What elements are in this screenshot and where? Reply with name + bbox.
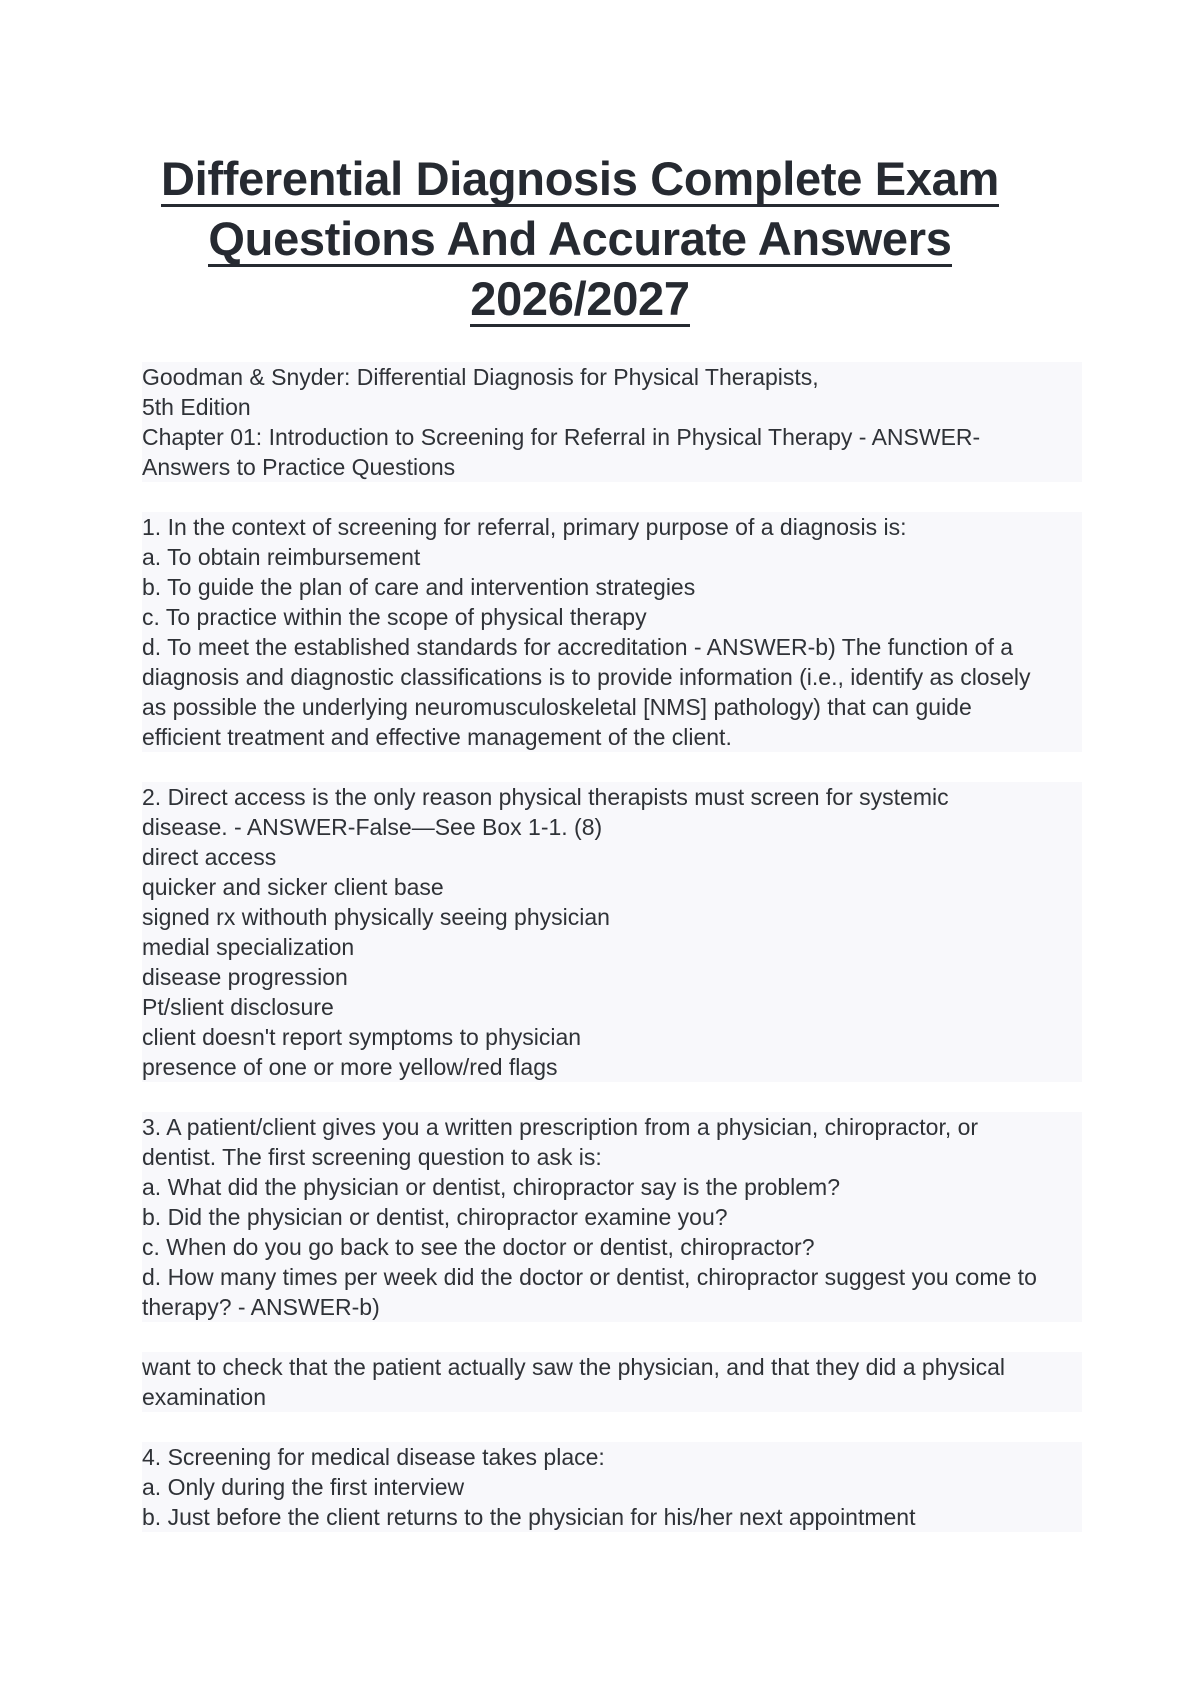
title-line-3: 2026/2027	[470, 272, 690, 325]
text-line: examination	[142, 1382, 1082, 1412]
text-line: b. To guide the plan of care and intervention strategies	[142, 572, 1082, 602]
document-body	[142, 362, 1082, 1532]
text-line: disease. - ANSWER-False—See Box 1-1. (8)	[142, 812, 1082, 842]
text-line: want to check that the patient actually saw the physician, and that they did a physical	[142, 1352, 1082, 1382]
text-line: a. To obtain reimbursement	[142, 542, 1082, 572]
question-3-note	[142, 1352, 1082, 1412]
text-line: medial specialization	[142, 932, 1082, 962]
title-line-1: Differential Diagnosis Complete Exam	[160, 152, 1000, 205]
text-line: Chapter 01: Introduction to Screening for Referral in Physical Therapy - ANSWER-	[142, 422, 1082, 452]
text-line: quicker and sicker client base	[142, 872, 1082, 902]
text-line: b. Just before the client returns to the physician for his/her next appointment	[142, 1502, 1082, 1532]
text-line: client doesn't report symptoms to physician	[142, 1022, 1082, 1052]
text-line: c. When do you go back to see the doctor or dentist, chiropractor?	[142, 1232, 1082, 1262]
paragraph-gap	[142, 1322, 1082, 1352]
document-title	[100, 152, 1060, 335]
text-line: efficient treatment and effective management of the client.	[142, 722, 1082, 752]
paragraph-gap	[142, 482, 1082, 512]
text-line: d. To meet the established standards for accreditation - ANSWER-b) The function of a	[142, 632, 1082, 662]
text-line: direct access	[142, 842, 1082, 872]
text-line: 5th Edition	[142, 392, 1082, 422]
text-line: Answers to Practice Questions	[142, 452, 1082, 482]
text-line: a. What did the physician or dentist, chiropractor say is the problem?	[142, 1172, 1082, 1202]
text-line: Goodman & Snyder: Differential Diagnosis for Physical Therapists,	[142, 362, 1082, 392]
text-line: as possible the underlying neuromusculoskeletal [NMS] pathology) that can guide	[142, 692, 1082, 722]
text-line: a. Only during the first interview	[142, 1472, 1082, 1502]
text-line: diagnosis and diagnostic classifications is to provide information (i.e., identify as closely	[142, 662, 1082, 692]
text-line: 4. Screening for medical disease takes place:	[142, 1442, 1082, 1472]
intro-section	[142, 362, 1082, 482]
paragraph-gap	[142, 1082, 1082, 1112]
question-4	[142, 1442, 1082, 1532]
text-line: Pt/slient disclosure	[142, 992, 1082, 1022]
paragraph-gap	[142, 1412, 1082, 1442]
text-line: therapy? - ANSWER-b)	[142, 1292, 1082, 1322]
question-2	[142, 782, 1082, 1082]
text-line: signed rx withouth physically seeing physician	[142, 902, 1082, 932]
text-line: 2. Direct access is the only reason physical therapists must screen for systemic	[142, 782, 1082, 812]
text-line: 3. A patient/client gives you a written prescription from a physician, chiropractor, or	[142, 1112, 1082, 1142]
question-3	[142, 1112, 1082, 1322]
text-line: b. Did the physician or dentist, chiropractor examine you?	[142, 1202, 1082, 1232]
title-line-2: Questions And Accurate Answers	[208, 212, 952, 265]
text-line: dentist. The first screening question to ask is:	[142, 1142, 1082, 1172]
text-line: c. To practice within the scope of physical therapy	[142, 602, 1082, 632]
text-line: d. How many times per week did the doctor or dentist, chiropractor suggest you come to	[142, 1262, 1082, 1292]
text-line: presence of one or more yellow/red flags	[142, 1052, 1082, 1082]
question-1	[142, 512, 1082, 752]
text-line: disease progression	[142, 962, 1082, 992]
paragraph-gap	[142, 752, 1082, 782]
text-line: 1. In the context of screening for referral, primary purpose of a diagnosis is:	[142, 512, 1082, 542]
